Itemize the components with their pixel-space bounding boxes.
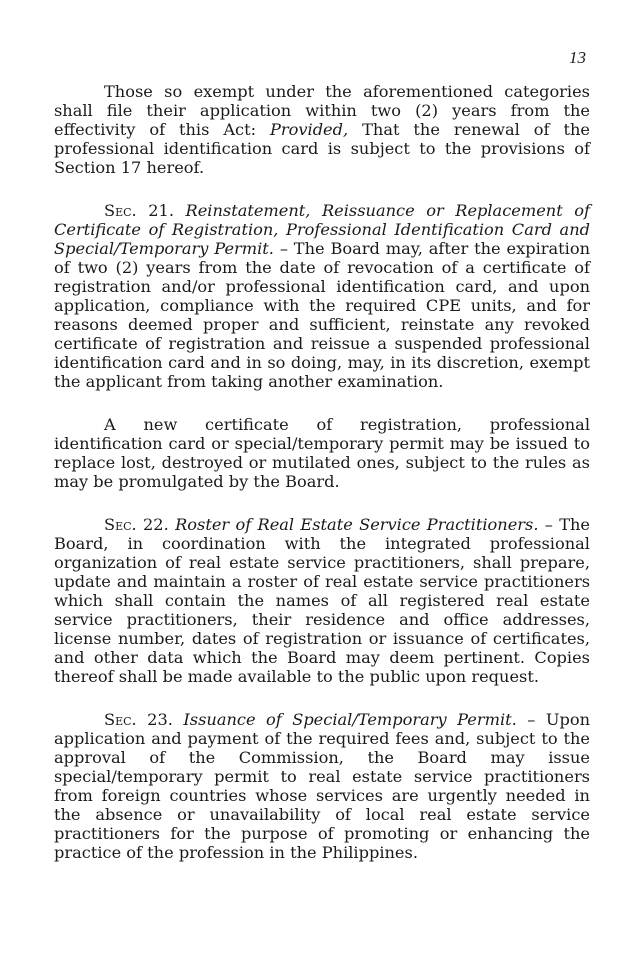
paragraph-text: A new certificate of registration, professional identification card or special/temporary permit may be issued to replace lost, destroyed or mutilated ones, subject to the rules as may be promulgated by the Board. [54,415,590,491]
section-title: Roster of Real Estate Service Practitioners. [175,515,539,534]
section-number: Sec. 22. [104,515,176,534]
section-23 [54,710,590,862]
section-22 [54,515,590,686]
paragraph-text: Those so exempt under the aforementioned categories shall file their application within two (2) years from the effectivity of this Act: [54,82,590,139]
section-title: Issuance of Special/Temporary Permit. [183,710,517,729]
section-number: Sec. 21. [104,201,186,220]
paragraph-text: That the renewal of the professional identification card is subject to the provisions of Section 17 hereof. [54,120,590,177]
section-number: Sec. 23. [104,710,184,729]
paragraph-replacement-certificate [54,415,590,491]
page-number: 13 [569,48,586,67]
paragraph-exemption-filing [54,82,590,177]
document-body [54,82,590,886]
section-text: – The Board, in coordination with the integrated professional organization of real estate service practitioners, shall prepare, update and maintain a roster of real estate service practitioners which shall contain the names of all registered real estate service practitioners, their residence and office addresses, license number, dates of registration or issuance of certificates, and other data which the Board may deem pertinent. Copies thereof shall be made available to the public upon request. [54,515,591,686]
section-21 [54,201,590,391]
section-text: – Upon application and payment of the required fees and, subject to the approval of the Commission, the Board may issue special/temporary permit to real estate service practitioners from foreign countries whose services are urgently needed in the absence or unavailability of local real estate service practitioners for the purpose of promoting or enhancing the practice of the profession in the Philippines. [54,710,591,862]
section-title: Reinstatement, Reissuance or Replacement of Certificate of Registration, Professional Identification Card and Special/Temporary Permit. [54,201,590,258]
section-text: – The Board may, after the expiration of two (2) years from the date of revocation of a certificate of registration and/or professional identification card, and upon application, compliance with the required CPE units, and for reasons deemed proper and sufficient, reinstate any revoked certificate of registration and reissue a suspended professional identification card and in so doing, may, in its discretion, exempt the applicant from taking another examination. [54,239,590,391]
proviso-keyword: Provided, [270,120,349,139]
